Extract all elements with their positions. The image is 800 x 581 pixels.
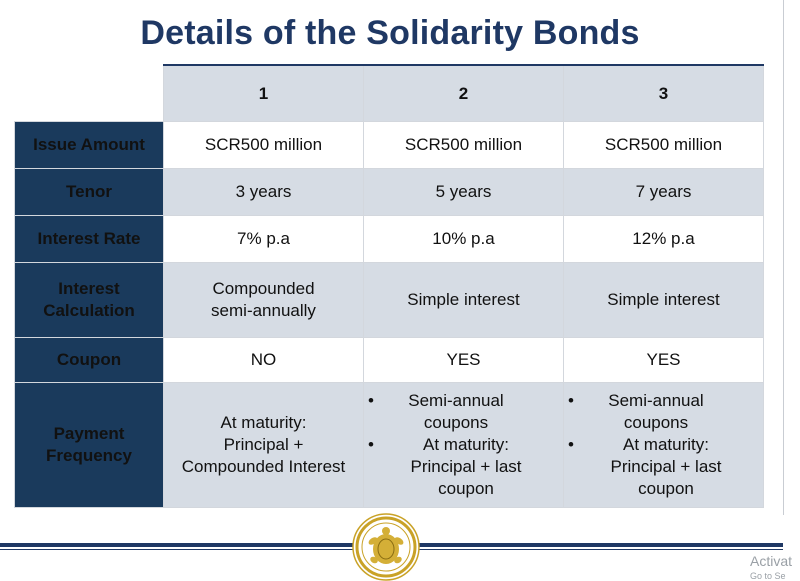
- seal-logo-icon: [352, 513, 420, 581]
- bullet-list: [364, 390, 563, 500]
- table-cell: SCR500 million: [364, 122, 564, 169]
- table-row: [15, 263, 764, 338]
- table-cell: 12% p.a: [564, 216, 764, 263]
- table-row: [15, 383, 764, 508]
- activation-watermark: Activat: [750, 553, 793, 569]
- row-label-text: Payment Frequency: [46, 424, 132, 465]
- row-label-tenor: Tenor: [15, 169, 164, 216]
- list-item: • At maturity: Principal + last coupon: [590, 434, 736, 500]
- cell-line: Compounded Interest: [181, 457, 346, 476]
- table-row: [15, 338, 764, 383]
- table-cell: 3 years: [164, 169, 364, 216]
- row-label-text: Interest Calculation: [43, 279, 135, 320]
- table-cell: YES: [564, 338, 764, 383]
- table-cell: 7% p.a: [164, 216, 364, 263]
- table-row: [15, 216, 764, 263]
- cell-text: Compounded semi-annually: [211, 279, 316, 320]
- table-cell: [364, 383, 564, 508]
- row-label-coupon: Coupon: [15, 338, 164, 383]
- row-label-issue-amount: Issue Amount: [15, 122, 164, 169]
- bullet-list: [564, 390, 763, 500]
- table-cell: Simple interest: [364, 263, 564, 338]
- table-cell: SCR500 million: [164, 122, 364, 169]
- activation-watermark-sub: Go to Se: [750, 571, 786, 581]
- table-row: [15, 122, 764, 169]
- slide-edge: [783, 0, 784, 515]
- table-cell: SCR500 million: [564, 122, 764, 169]
- table-cell: 5 years: [364, 169, 564, 216]
- table-cell: [164, 263, 364, 338]
- page-title: Details of the Solidarity Bonds: [140, 14, 640, 52]
- cell-line: Principal +: [223, 435, 304, 454]
- list-item: • Semi-annual coupons: [390, 390, 516, 434]
- header-corner: [15, 65, 164, 122]
- cell-line: At maturity:: [220, 413, 307, 432]
- table-row: [15, 169, 764, 216]
- table-cell: Simple interest: [564, 263, 764, 338]
- row-label-payment-frequency: [15, 383, 164, 508]
- column-header-3: 3: [564, 65, 764, 122]
- row-label-interest-calculation: [15, 263, 164, 338]
- table-cell: NO: [164, 338, 364, 383]
- table-cell: 7 years: [564, 169, 764, 216]
- bonds-table: [14, 64, 764, 508]
- column-header-2: 2: [364, 65, 564, 122]
- column-header-1: 1: [164, 65, 364, 122]
- table-cell: 10% p.a: [364, 216, 564, 263]
- table-cell: YES: [364, 338, 564, 383]
- table-header-row: [15, 65, 764, 122]
- row-label-interest-rate: Interest Rate: [15, 216, 164, 263]
- list-item: • Semi-annual coupons: [590, 390, 716, 434]
- table-cell: [564, 383, 764, 508]
- table-cell: [164, 383, 364, 508]
- list-item: • At maturity: Principal + last coupon: [390, 434, 536, 500]
